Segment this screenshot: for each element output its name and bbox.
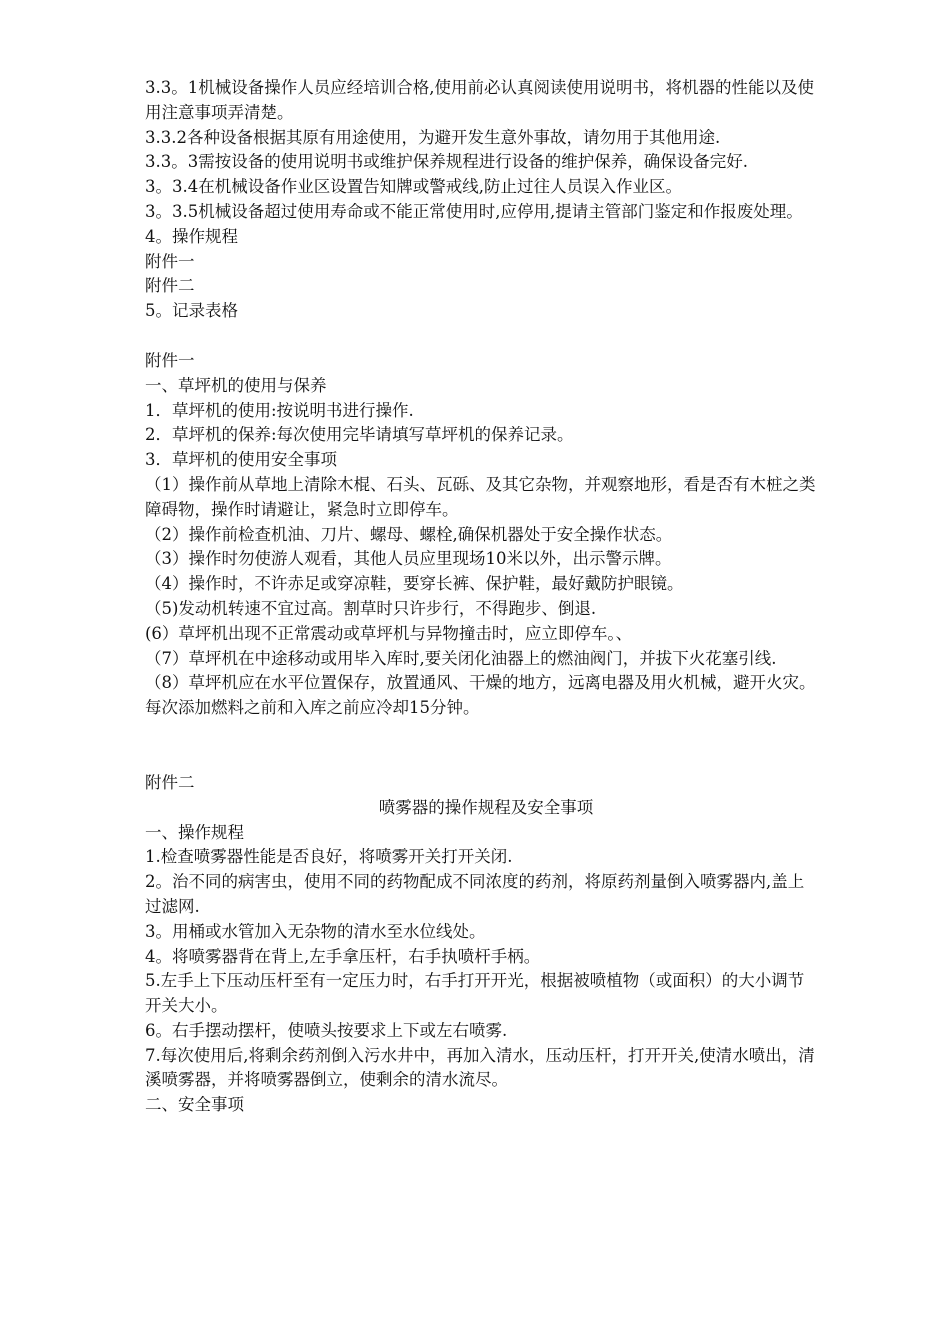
- annex2-item-6: 6。右手摆动摆杆，使喷头按要求上下或左右喷雾.: [145, 1020, 508, 1040]
- annex1-safety-4: （4）操作时，不许赤足或穿凉鞋，要穿长裤、保护鞋，最好戴防护眼镜。: [145, 574, 684, 594]
- annex1-item-3: 3．草坪机的使用安全事项: [145, 450, 337, 470]
- section4-item-annex2: 附件二: [145, 276, 195, 296]
- annex1-safety-7: （7）草坪机在中途移动或用毕入库时,要关闭化油器上的燃油阀门，并拔下火花塞引线.: [145, 648, 777, 668]
- spacer: [145, 324, 817, 349]
- section4-item-annex1: 附件一: [145, 251, 195, 271]
- annex1-label: 附件一: [145, 350, 195, 370]
- annex1-safety-6: (6）草坪机出现不正常震动或草坪机与异物撞击时，应立即停车。、: [145, 623, 633, 643]
- annex1-item-2: 2．草坪机的保养:每次使用完毕请填写草坪机的保养记录。: [145, 425, 574, 445]
- annex1-item-1: 1．草坪机的使用:按说明书进行操作.: [145, 400, 414, 420]
- annex2-heading-procedure: 一、操作规程: [145, 822, 244, 842]
- annex2-label: 附件二: [145, 772, 195, 792]
- annex2-heading-safety: 二、安全事项: [145, 1095, 244, 1115]
- document-body: [145, 76, 817, 1118]
- section4-title: 4。操作规程: [145, 226, 238, 246]
- section3-item-3: 3.3。3需按设备的使用说明书或维护保养规程进行设备的维护保养，确保设备完好.: [145, 152, 748, 172]
- section5-title: 5。记录表格: [145, 301, 238, 321]
- spacer: [145, 721, 817, 771]
- annex1-safety-1: （1）操作前从草地上清除木棍、石头、瓦砾、及其它杂物，并观察地形，看是否有木桩之类障碍物，操作时请避让，紧急时立即停车。: [145, 474, 816, 519]
- annex1-safety-2: （2）操作前检查机油、刀片、螺母、螺栓,确保机器处于安全操作状态。: [145, 524, 673, 544]
- annex2-item-4: 4。将喷雾器背在背上,左手拿压杆，右手执喷杆手柄。: [145, 946, 541, 966]
- annex1-safety-5: （5)发动机转速不宜过高。割草时只许步行，不得跑步、倒退.: [145, 598, 597, 618]
- section3-item-2: 3.3.2各种设备根据其原有用途使用，为避开发生意外事故，请勿用于其他用途.: [145, 127, 721, 147]
- annex2-item-2: 2。治不同的病害虫，使用不同的药物配成不同浓度的药剂，将原药剂量倒入喷雾器内,盖上过滤网.: [145, 872, 805, 916]
- annex2-item-1: 1.检查喷雾器性能是否良好，将喷雾开关打开关闭.: [145, 847, 513, 867]
- section3-item-4: 3。3.4在机械设备作业区设置告知牌或警戒线,防止过往人员误入作业区。: [145, 177, 682, 197]
- section3-item-1: 3.3。1机械设备操作人员应经培训合格,使用前必认真阅读使用说明书，将机器的性能以及使用注意事项弄清楚。: [145, 78, 814, 122]
- annex2-item-5: 5.左手上下压动压杆至有一定压力时，右手打开开光，根据被喷植物（或面积）的大小调节开关大小。: [145, 971, 805, 1016]
- annex2-item-7: 7.每次使用后,将剩余药剂倒入污水井中，再加入清水，压动压杆，打开开关,使清水喷出，清溪喷雾器，并将喷雾器倒立，使剩余的清水流尽。: [145, 1045, 815, 1090]
- annex1-safety-8: （8）草坪机应在水平位置保存，放置通风、干燥的地方，远离电器及用火机械，避开火灾。每次添加燃料之前和入库之前应冷却15分钟。: [145, 673, 816, 718]
- annex1-heading: 一、草坪机的使用与保养: [145, 375, 327, 395]
- annex1-safety-3: （3）操作时勿使游人观看，其他人员应里现场10米以外，出示警示牌。: [145, 549, 672, 569]
- annex2-item-3: 3。用桶或水管加入无杂物的清水至水位线处。: [145, 921, 486, 941]
- annex2-title: 喷雾器的操作规程及安全事项: [378, 797, 594, 817]
- section3-item-5: 3。3.5机械设备超过使用寿命或不能正常使用时,应停用,提请主管部门鉴定和作报废处理。: [145, 201, 803, 221]
